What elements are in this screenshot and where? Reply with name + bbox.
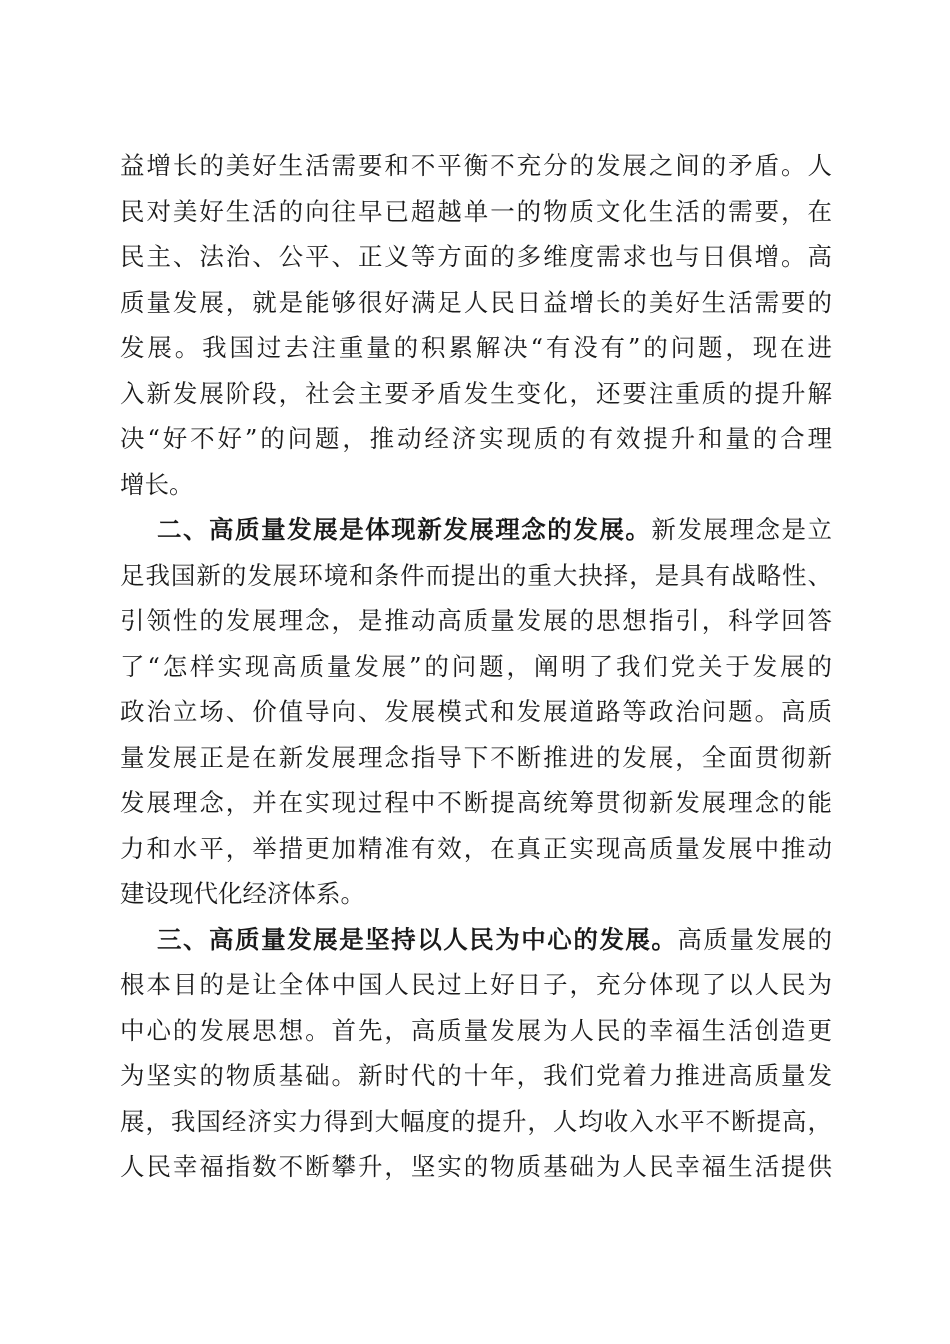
text-line: 中心的发展思想。首先，高质量发展为人民的幸福生活创造更 xyxy=(120,1015,832,1045)
paragraph-first-line xyxy=(120,507,832,553)
text-line: 质量发展，就是能够很好满足人民日益增长的美好生活需要的 xyxy=(120,287,832,317)
section-heading: 三、高质量发展是坚持以人民为中心的发展。 xyxy=(157,924,678,954)
document-body xyxy=(120,143,832,1190)
text-line: 入新发展阶段，社会主要矛盾发生变化，还要注重质的提升解 xyxy=(120,378,832,408)
section-heading: 二、高质量发展是体现新发展理念的发展。 xyxy=(157,515,652,544)
paragraph-1 xyxy=(120,143,832,507)
text-run: 新发展理念是立 xyxy=(651,515,833,544)
text-line: 足我国新的发展环境和条件而提出的重大抉择，是具有战略性、 xyxy=(120,560,832,590)
text-line: 民对美好生活的向往早已超越单一的物质文化生活的需要，在 xyxy=(120,196,832,226)
text-line: 量发展正是在新发展理念指导下不断推进的发展，全面贯彻新 xyxy=(120,742,832,772)
text-line: 力和水平，举措更加精准有效，在真正实现高质量发展中推动 xyxy=(120,833,832,863)
text-line: 根本目的是让全体中国人民过上好日子，充分体现了以人民为 xyxy=(120,970,832,999)
paragraph-first-line xyxy=(120,917,832,963)
text-line: 增长。 xyxy=(120,469,194,499)
text-line: 政治立场、价值导向、发展模式和发展道路等政治问题。高质 xyxy=(120,697,832,726)
text-line: 发展。我国过去注重量的积累解决“有没有”的问题，现在进 xyxy=(120,333,832,362)
text-line: 展，我国经济实力得到大幅度的提升，人均收入水平不断提高， xyxy=(120,1106,832,1136)
text-line: 了“怎样实现高质量发展”的问题，阐明了我们党关于发展的 xyxy=(120,651,832,681)
text-run: 高质量发展的 xyxy=(677,924,833,954)
text-line: 引领性的发展理念，是推动高质量发展的思想指引，科学回答 xyxy=(120,606,832,635)
text-line: 发展理念，并在实现过程中不断提高统筹贯彻新发展理念的能 xyxy=(120,788,832,817)
text-line: 人民幸福指数不断攀升，坚实的物质基础为人民幸福生活提供 xyxy=(120,1152,832,1181)
paragraph-3 xyxy=(120,917,832,1190)
text-line: 益增长的美好生活需要和不平衡不充分的发展之间的矛盾。人 xyxy=(120,151,832,180)
paragraph-2 xyxy=(120,507,832,917)
text-line: 建设现代化经济体系。 xyxy=(120,879,365,908)
text-line: 为坚实的物质基础。新时代的十年，我们党着力推进高质量发 xyxy=(120,1061,832,1090)
text-line: 决“好不好”的问题，推动经济实现质的有效提升和量的合理 xyxy=(120,424,832,453)
text-line: 民主、法治、公平、正义等方面的多维度需求也与日俱增。高 xyxy=(120,242,832,271)
